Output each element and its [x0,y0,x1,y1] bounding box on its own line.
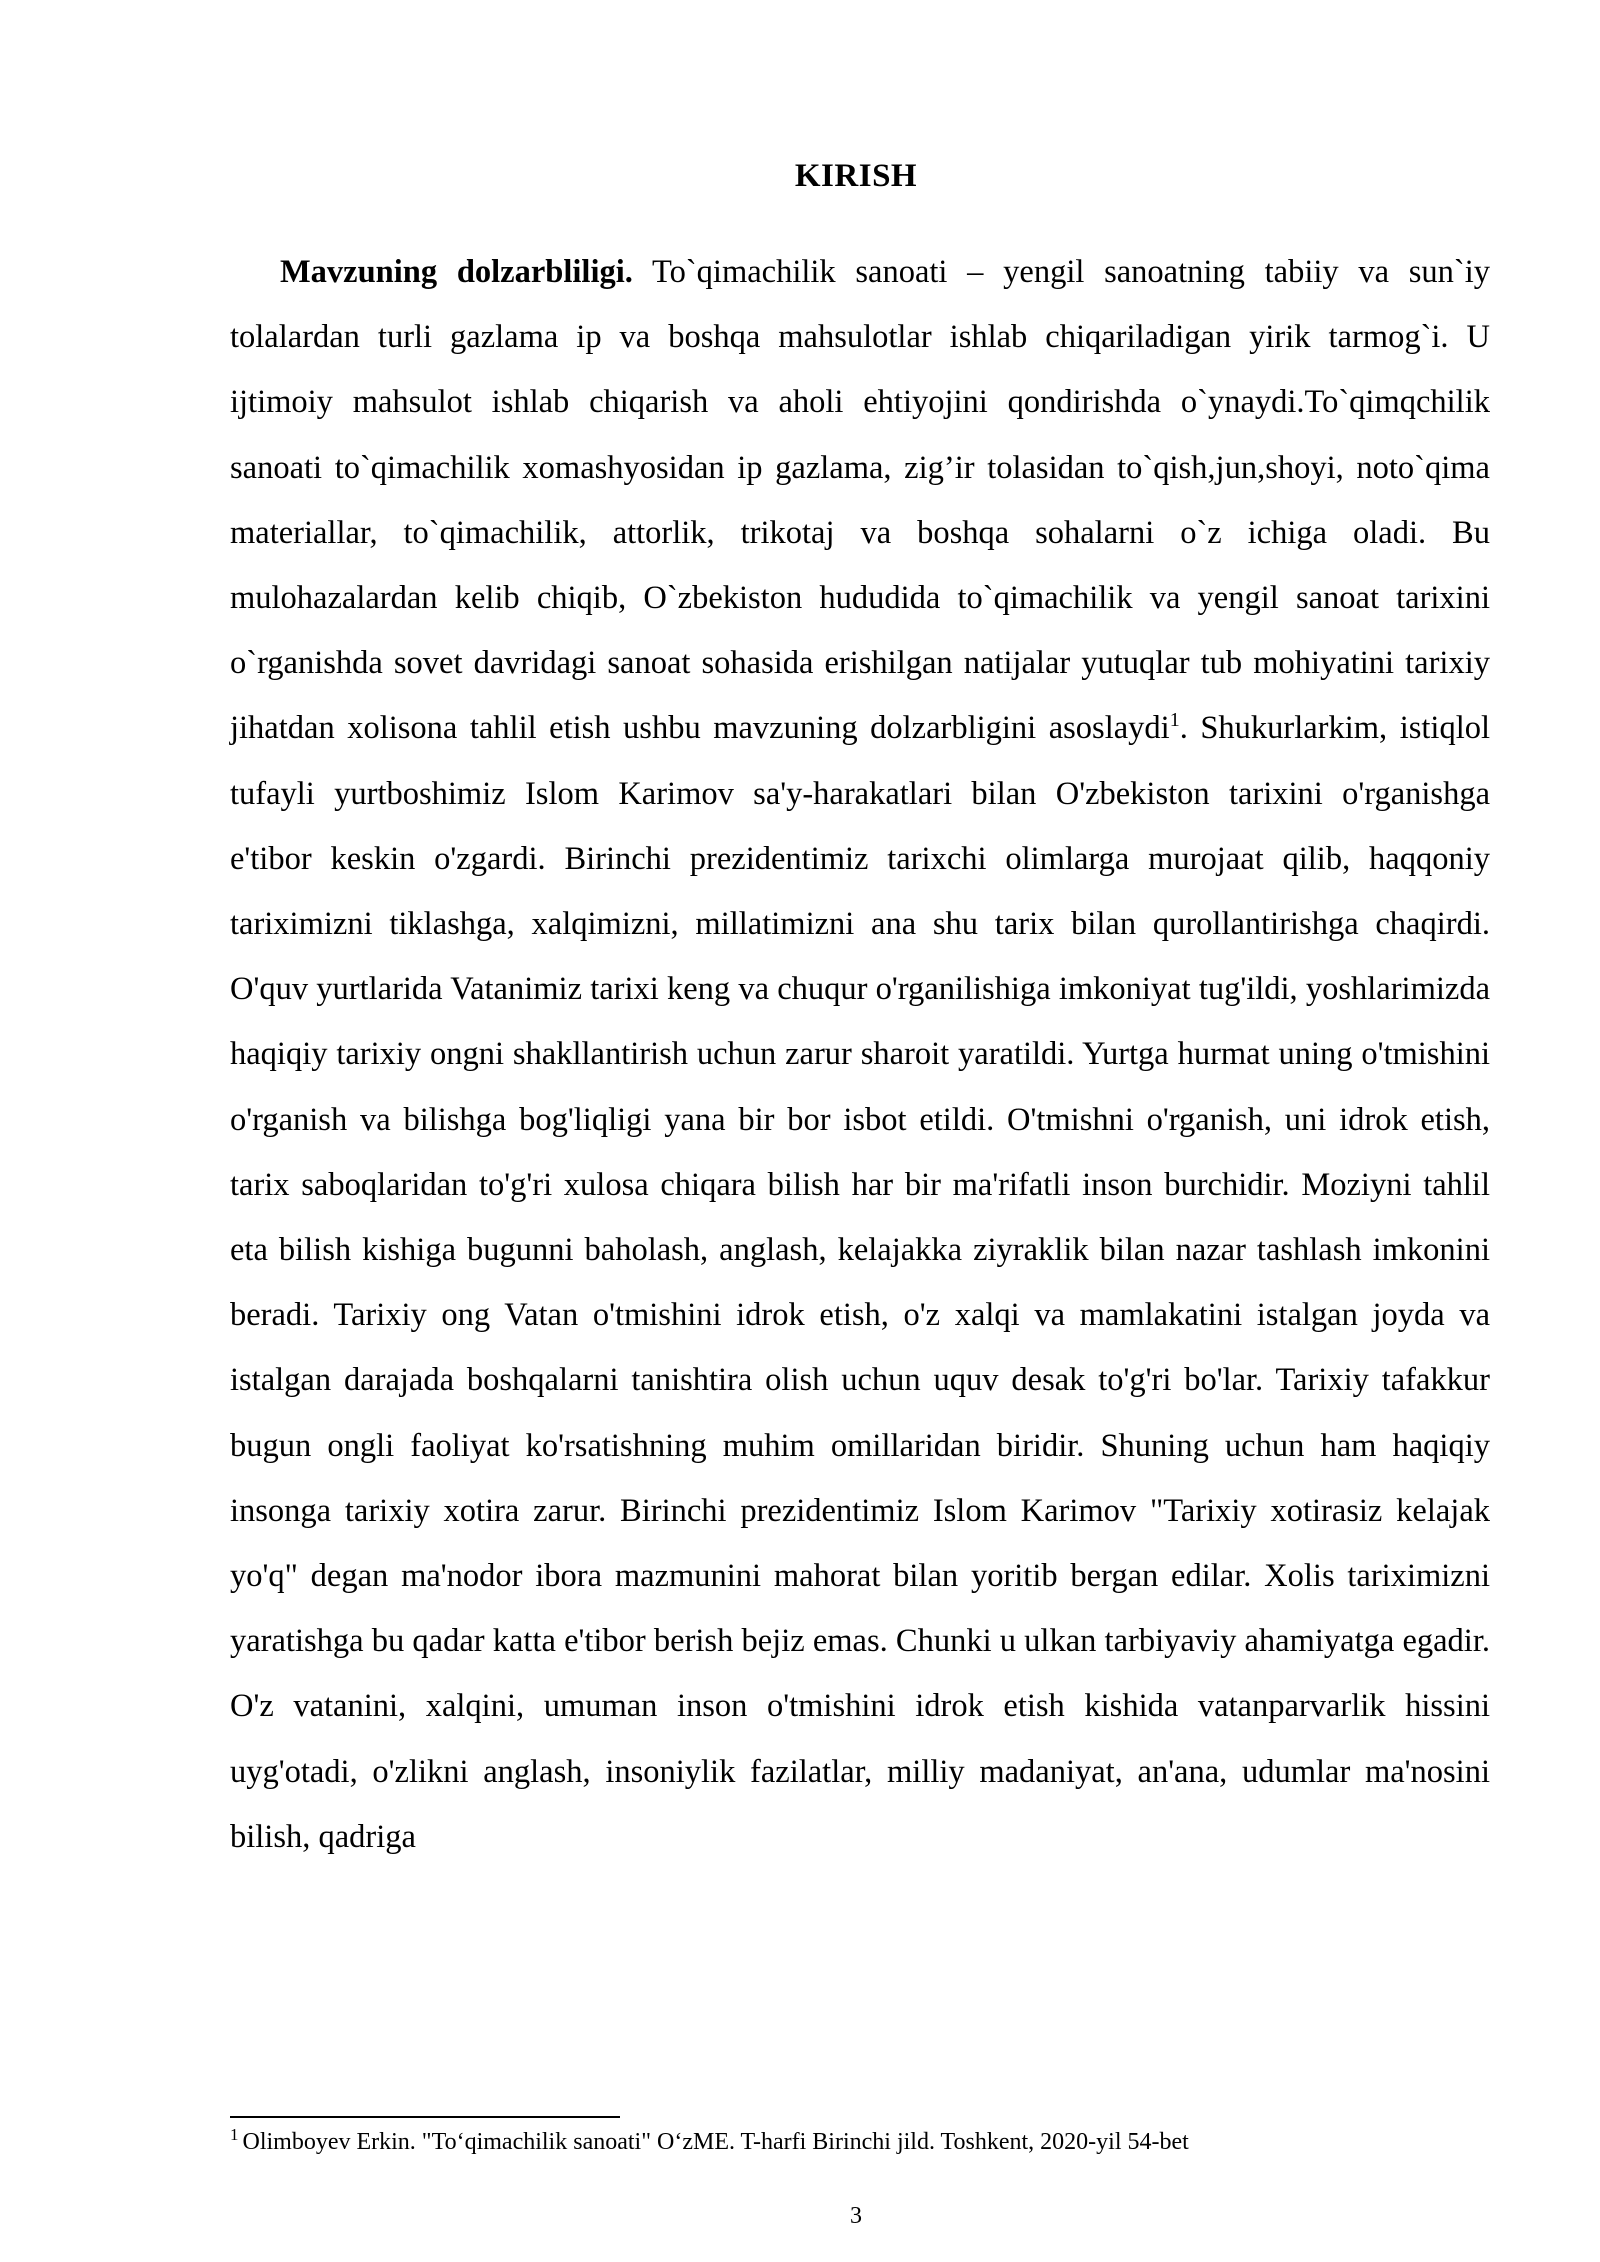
section-heading: KIRISH [794,158,918,194]
footnote-reference[interactable]: 1 [1169,709,1180,732]
paragraph-text-part-2: . Shukurlarkim, istiqlol tufayli yurtboshimiz Islom Karimov sa'y-harakatlari bilan O'zbekiston tarixini o'rganishga e'tibor keskin o'zgardi. Birinchi prezidentimiz tarixchi olimlarga murojaat qilib, haqqoniy tariximizni tiklashga, xalqimizni, millatimizni ana shu tarix bilan qurollantirishga chaqirdi. O'quv yurtlarida Vatanimiz tarixi keng va chuqur o'rganilishiga imkoniyat tug'ildi, yoshlarimizda haqiqiy tarixiy ongni shakllantirish uchun zarur sharoit yaratildi. Yurtga hurmat uning o'tmishini o'rganish va bilishga bog'liqligi yana bir bor isbot etildi. O'tmishni o'rganish, uni idrok etish, tarix saboqlaridan to'g'ri xulosa chiqara bilish har bir ma'rifatli inson burchidir. Moziyni tahlil eta bilish kishiga bugunni baholash, anglash, kelajakka ziyraklik bilan nazar tashlash imkonini beradi. Tarixiy ong Vatan o'tmishini idrok etish, o'z xalqi va mamlakatini istalgan joyda va istalgan darajada boshqalarni tanishtira olish uchun uquv desak to'g'ri bo'lar. Tarixiy tafakkur bugun ongli faoliyat ko'rsatishning muhim omillaridan biridir. Shuning uchun ham haqiqiy insonga tarixiy xotira zarur. Birinchi prezidentimiz Islom Karimov "Tarixiy xotirasiz kelajak yo'q" degan ma'nodor ibora mazmunini mahorat bilan yoritib bergan edilar. Xolis tariximizni yaratishga bu qadar katta e'tibor berish bejiz emas. Chunki u ulkan tarbiyaviy ahamiyatga egadir. O'z vatanini, xalqini, umuman inson o'tmishini idrok etish kishida vatanparvarlik hissini uyg'otadi, o'zlikni anglash, insoniylik fazilatlar, milliy madaniyat, an'ana, udumlar ma'nosini bilish, qadriga [230,710,1490,1855]
lead-bold-phrase: Mavzuning dolzarbliligi. [280,254,633,290]
footnote [230,2126,1490,2158]
page-number: 3 [850,2203,862,2229]
footnote-text: Olimboyev Erkin. "To‘qimachilik sanoati" O‘zME. T-harfi Birinchi jild. Toshkent, 2020-yil 54-bet [242,2129,1189,2155]
body-paragraph [230,240,1490,1870]
footnote-separator [230,2116,620,2118]
paragraph-text-part-1: To`qimachilik sanoati – yengil sanoatning tabiiy va sun`iy tolalardan turli gazlama ip va boshqa mahsulotlar ishlab chiqariladigan yirik tarmog`i. U ijtimoiy mahsulot ishlab chiqarish va aholi ehtiyojini qondirishda o`ynaydi.To`qimqchilik sanoati to`qimachilik xomashyosidan ip gazlama, zig’ir tolasidan to`qish,jun,shoyi, noto`qima materiallar, to`qimachilik, attorlik, trikotaj va boshqa sohalarni o`z ichiga oladi. Bu mulohazalardan kelib chiqib, O`zbekiston hududida to`qimachilik va yengil sanoat tarixini o`rganishda sovet davridagi sanoat sohasida erishilgan natijalar yutuqlar tub mohiyatini tarixiy jihatdan xolisona tahlil etish ushbu mavzuning dolzarbligini asoslaydi [230,254,1490,747]
footnote-number: 1 [230,2125,239,2144]
